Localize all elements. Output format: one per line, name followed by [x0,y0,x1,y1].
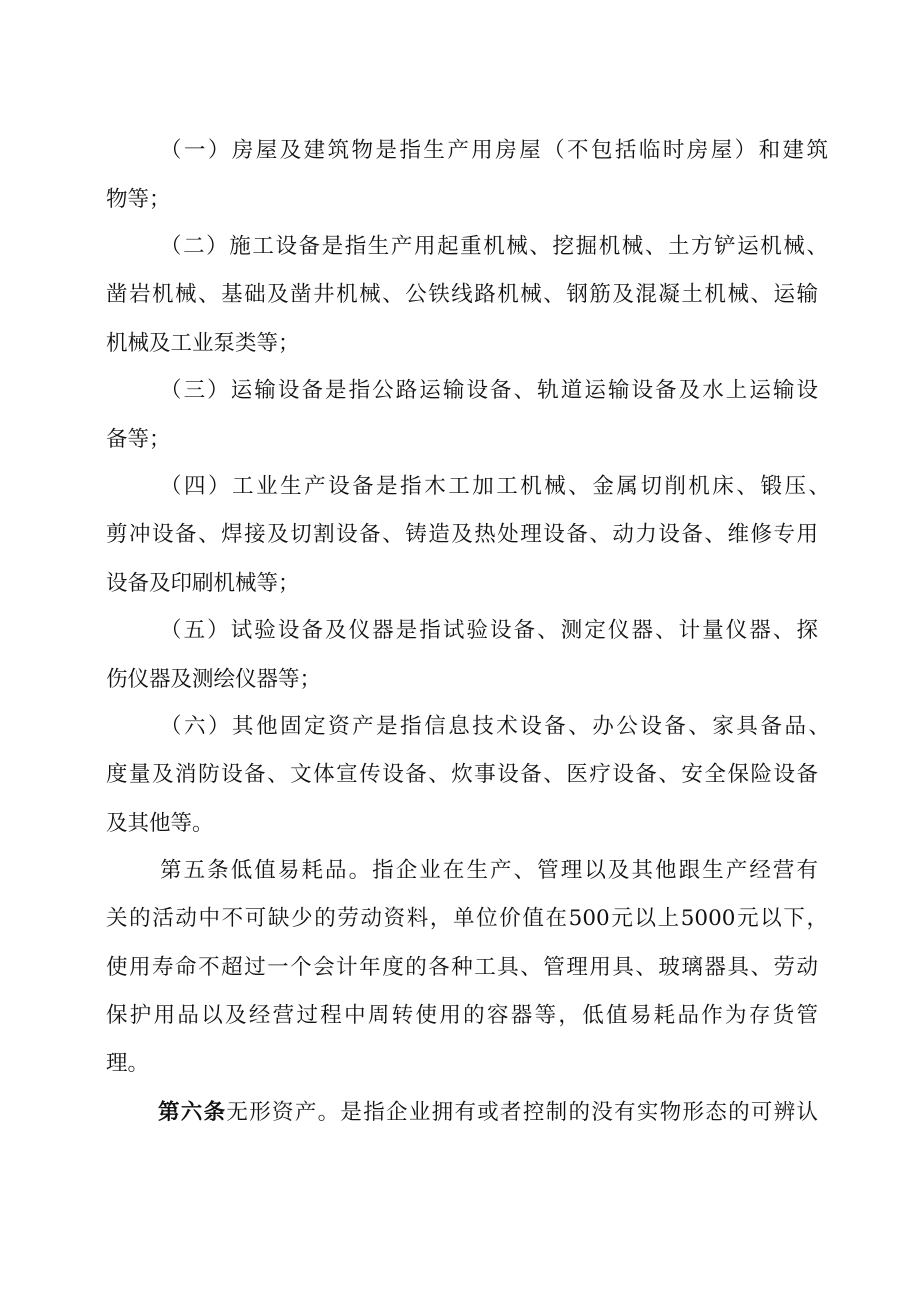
article-6-line-1 [158,1098,818,1128]
item-5-line-2: 伤仪器及测绘仪器等； [106,667,322,692]
item-1-line-1: （一）房屋及建筑物是指生产用房屋（不包括临时房屋）和建筑 [160,138,828,163]
item-6-line-3: 及其他等。 [106,811,214,836]
item-6-line-1: （六）其他固定资产是指信息技术设备、办公设备、家具备品、 [160,714,830,739]
article-5-line-1: 第五条低值易耗品。指企业在生产、管理以及其他跟生产经营有 [160,858,818,883]
article-5-line-2: 关的活动中不可缺少的劳动资料，单位价值在500元以上5000元以下， [106,906,828,931]
item-4-line-3: 设备及印刷机械等； [106,571,300,596]
item-3-line-2: 备等； [106,427,171,452]
item-2-line-2: 凿岩机械、基础及凿井机械、公铁线路机械、钢筋及混凝土机械、运输 [106,282,818,307]
article-5-line-5: 理。 [106,1051,150,1076]
item-6-line-2: 度量及消防设备、文体宣传设备、炊事设备、医疗设备、安全保险设备 [106,762,818,787]
item-2-line-1: （二）施工设备是指生产用起重机械、挖掘机械、土方铲运机械、 [160,234,828,259]
item-1-line-2: 物等； [106,187,171,212]
item-4-line-2: 剪冲设备、焊接及切割设备、铸造及热处理设备、动力设备、维修专用 [106,522,818,547]
item-2-line-3: 机械及工业泵类等； [106,331,300,356]
item-4-line-1: （四）工业生产设备是指木工加工机械、金属切削机床、锻压、 [160,474,830,499]
article-6-label: 第六条 [158,1100,227,1125]
article-5-line-3: 使用寿命不超过一个会计年度的各种工具、管理用具、玻璃器具、劳动 [106,955,818,980]
item-3-line-1: （三）运输设备是指公路运输设备、轨道运输设备及水上运输设 [160,378,818,403]
article-5-line-4: 保护用品以及经营过程中周转使用的容器等，低值易耗品作为存货管 [106,1003,818,1028]
item-5-line-1: （五）试验设备及仪器是指试验设备、测定仪器、计量仪器、探 [160,618,818,643]
article-6-text: 无形资产。是指企业拥有或者控制的没有实物形态的可辨认 [226,1100,818,1125]
